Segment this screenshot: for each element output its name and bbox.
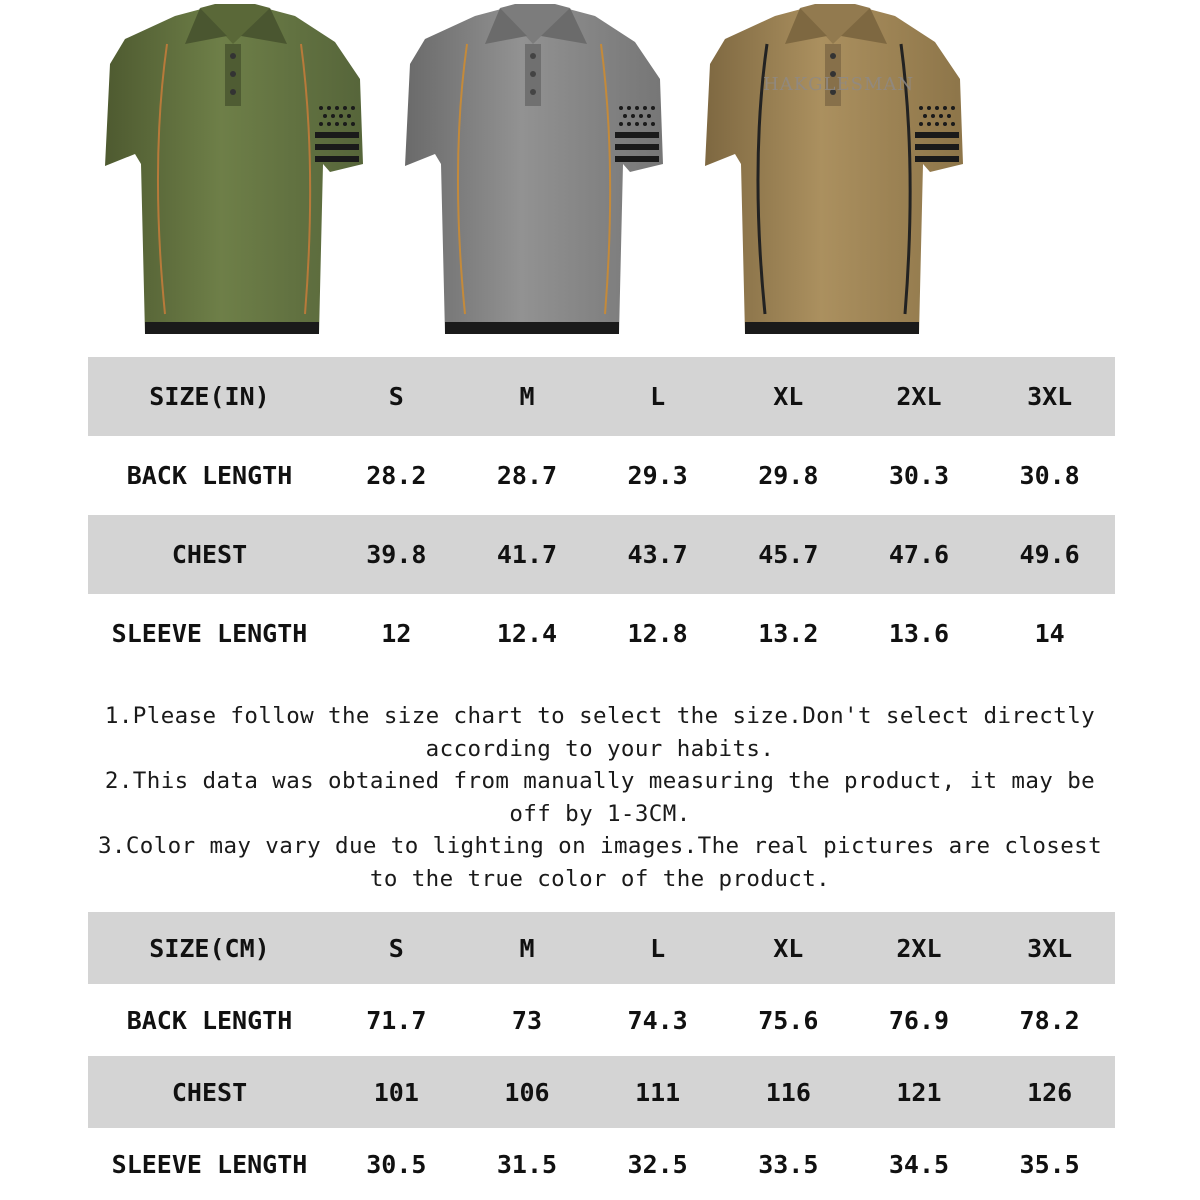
brand-watermark: HAKGLESMAN: [763, 74, 915, 95]
size-table-centimeters: [88, 912, 1115, 1200]
table-cell: 78.2: [1019, 1005, 1080, 1035]
table-cell: 39.8: [331, 515, 462, 594]
size-table-inches: [88, 357, 1115, 673]
row-label: BACK LENGTH: [126, 461, 293, 490]
table-cell: 28.7: [496, 461, 558, 490]
table-header-cell: S: [331, 912, 462, 984]
table-header-cell: M: [462, 357, 593, 436]
note-3: 3.Color may vary due to lighting on images.The real pictures are closest to the true color of the product.: [97, 833, 1103, 892]
polo-shirt-gray-graphic: [405, 4, 665, 340]
table-header-row: [88, 357, 1115, 436]
table-cell: 12.4: [496, 619, 558, 648]
table-cell: 32.5: [627, 1149, 688, 1179]
row-label: CHEST: [88, 1056, 331, 1128]
table-row: [88, 594, 1115, 673]
table-cell: 41.7: [462, 515, 593, 594]
table-cell: 12: [381, 619, 412, 648]
table-header-cell: 2XL: [854, 357, 985, 436]
row-label: SLEEVE LENGTH: [111, 619, 308, 648]
row-label: BACK LENGTH: [126, 1005, 293, 1035]
green-polo-shirt-image: [105, 4, 365, 340]
table-cell: 14: [1034, 619, 1065, 648]
polo-shirt-green-graphic: [105, 4, 365, 340]
table-cell: 74.3: [627, 1005, 688, 1035]
table-cell: 126: [984, 1056, 1115, 1128]
table-row: [88, 515, 1115, 594]
table-cell: 111: [592, 1056, 723, 1128]
table-cell: 30.3: [888, 461, 950, 490]
table-cell: 29.8: [758, 461, 819, 490]
table-header-cell: S: [331, 357, 462, 436]
gray-polo-shirt-image: [405, 4, 665, 340]
table-header-cell: SIZE(IN): [88, 357, 331, 436]
table-cell: 13.2: [758, 619, 819, 648]
table-header-cell: 3XL: [984, 357, 1115, 436]
table-header-cell: 3XL: [984, 912, 1115, 984]
table-row: [88, 436, 1115, 515]
table-cell: 12.8: [627, 619, 688, 648]
row-label: SLEEVE LENGTH: [111, 1149, 308, 1179]
table-row: [88, 1128, 1115, 1200]
table-row: [88, 984, 1115, 1056]
khaki-polo-shirt-image: [705, 4, 965, 340]
table-cell: 47.6: [854, 515, 985, 594]
table-cell: 34.5: [888, 1149, 950, 1179]
table-header-cell: SIZE(CM): [88, 912, 331, 984]
table-header-cell: M: [462, 912, 593, 984]
table-cell: 45.7: [723, 515, 854, 594]
table-cell: 71.7: [366, 1005, 427, 1035]
note-1: 1.Please follow the size chart to select the size.Don't select directly according to your habits.: [104, 703, 1096, 762]
table-cell: 101: [331, 1056, 462, 1128]
table-cell: 43.7: [592, 515, 723, 594]
table-cell: 30.5: [366, 1149, 427, 1179]
table-header-cell: L: [592, 357, 723, 436]
table-header-row: [88, 912, 1115, 984]
table-cell: 28.2: [366, 461, 427, 490]
row-label: CHEST: [88, 515, 331, 594]
table-cell: 31.5: [496, 1149, 558, 1179]
note-2: 2.This data was obtained from manually measuring the product, it may be off by 1-3CM.: [104, 768, 1096, 827]
table-cell: 35.5: [1019, 1149, 1080, 1179]
table-header-cell: XL: [723, 912, 854, 984]
table-cell: 76.9: [888, 1005, 950, 1035]
product-images: [90, 0, 1114, 345]
table-header-cell: XL: [723, 357, 854, 436]
table-cell: 13.6: [888, 619, 950, 648]
table-header-cell: L: [592, 912, 723, 984]
table-row: [88, 1056, 1115, 1128]
table-cell: 106: [462, 1056, 593, 1128]
table-header-cell: 2XL: [854, 912, 985, 984]
table-cell: 73: [511, 1005, 543, 1035]
table-cell: 49.6: [984, 515, 1115, 594]
table-cell: 33.5: [758, 1149, 819, 1179]
size-notes: [95, 700, 1105, 895]
table-cell: 116: [723, 1056, 854, 1128]
polo-shirt-khaki-graphic: [705, 4, 965, 340]
table-cell: 121: [854, 1056, 985, 1128]
table-cell: 29.3: [627, 461, 688, 490]
table-cell: 30.8: [1019, 461, 1080, 490]
table-cell: 75.6: [758, 1005, 819, 1035]
